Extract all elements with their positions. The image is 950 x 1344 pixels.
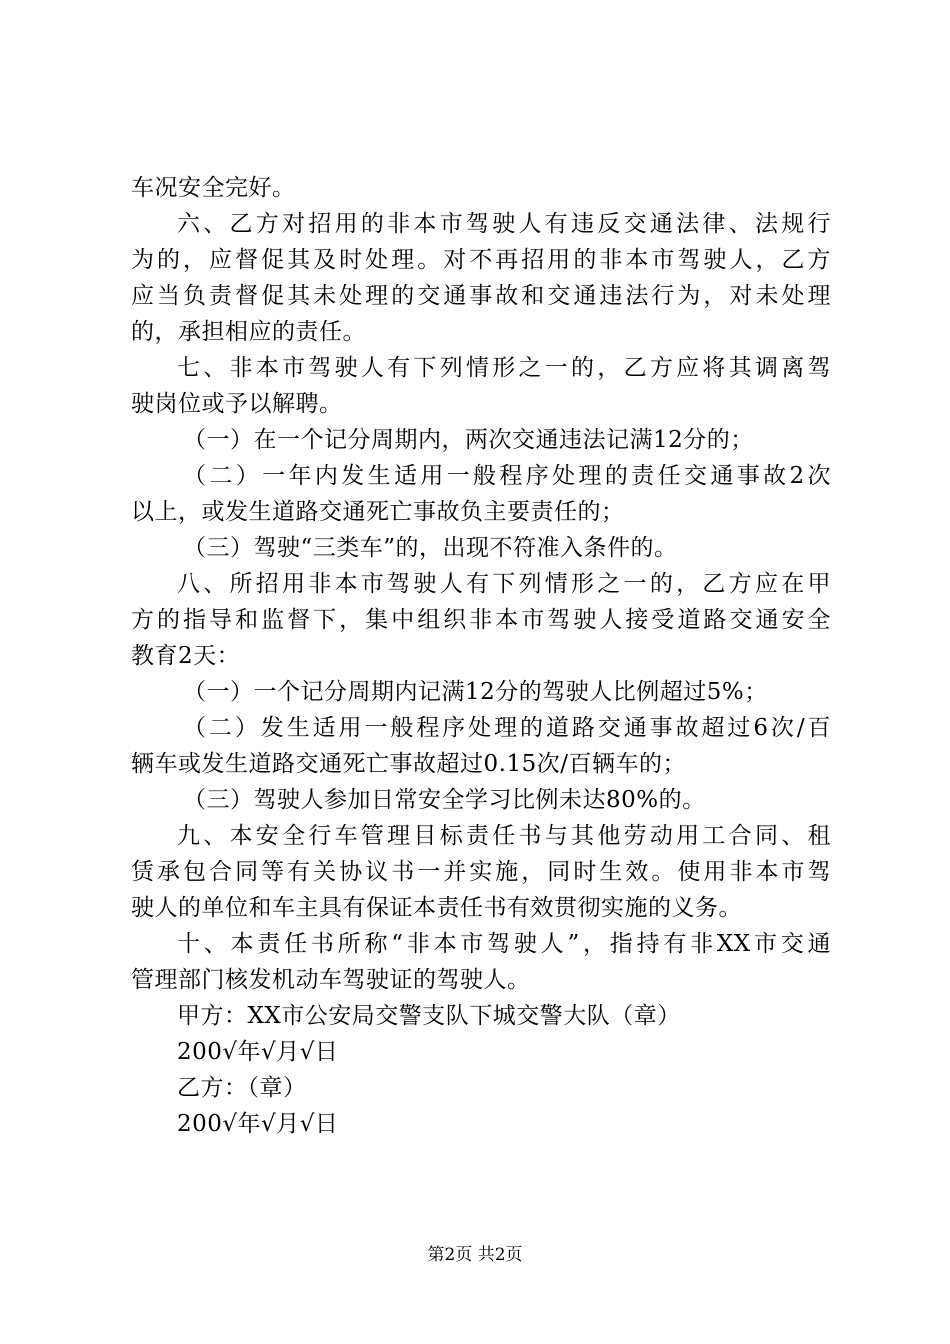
text-line: （二）发生适用一般程序处理的道路交通事故超过6次/百 xyxy=(183,715,831,741)
text-line: （三）驾驶人参加日常安全学习比例未达80%的。 xyxy=(183,787,706,813)
party-b-signature: 乙方：（章） xyxy=(177,1075,307,1101)
text-line: 驶人的单位和车主具有保证本责任书有效贯彻实施的义务。 xyxy=(131,895,742,921)
party-a-date: 200√年√月√日 xyxy=(177,1039,339,1065)
text-line: 九、本安全行车管理目标责任书与其他劳动用工合同、租 xyxy=(177,823,831,849)
text-line: （二）一年内发生适用一般程序处理的责任交通事故2次 xyxy=(183,463,831,489)
text-line: （一）在一个记分周期内，两次交通违法记满12分的； xyxy=(183,427,754,453)
page-number-footer: 第2页 共2页 xyxy=(427,1245,523,1265)
text-line: 以上，或发生道路交通死亡事故负主要责任的； xyxy=(131,499,625,525)
party-a-signature: 甲方：XX市公安局交警支队下城交警大队（章） xyxy=(177,1003,681,1029)
text-line: （一）一个记分周期内记满12分的驾驶人比例超过5%； xyxy=(183,679,768,705)
text-line: 辆车或发生道路交通死亡事故超过0.15次/百辆车的； xyxy=(131,751,686,777)
text-line: 的，承担相应的责任。 xyxy=(131,319,366,345)
party-b-date: 200√年√月√日 xyxy=(177,1111,339,1137)
text-line: 驶岗位或予以解聘。 xyxy=(131,391,343,417)
text-line: （三）驾驶“三类车”的，出现不符准入条件的。 xyxy=(183,535,678,561)
text-line: 车况安全完好。 xyxy=(131,175,296,201)
text-line: 赁承包合同等有关协议书一并实施，同时生效。使用非本市驾 xyxy=(131,859,831,885)
text-line: 为的，应督促其及时处理。对不再招用的非本市驾驶人，乙方 xyxy=(131,247,831,273)
text-line: 方的指导和监督下，集中组织非本市驾驶人接受道路交通安全 xyxy=(131,607,831,633)
text-line: 教育2天： xyxy=(131,643,241,669)
document-body xyxy=(131,170,831,1142)
text-line: 十、本责任书所称“非本市驾驶人”，指持有非XX市交通 xyxy=(177,931,831,957)
text-line: 应当负责督促其未处理的交通事故和交通违法行为，对未处理 xyxy=(131,283,831,309)
text-line: 六、乙方对招用的非本市驾驶人有违反交通法律、法规行 xyxy=(177,211,831,237)
text-line: 管理部门核发机动车驾驶证的驾驶人。 xyxy=(131,967,531,993)
text-line: 八、所招用非本市驾驶人有下列情形之一的，乙方应在甲 xyxy=(177,571,831,597)
text-line: 七、非本市驾驶人有下列情形之一的，乙方应将其调离驾 xyxy=(177,355,831,381)
